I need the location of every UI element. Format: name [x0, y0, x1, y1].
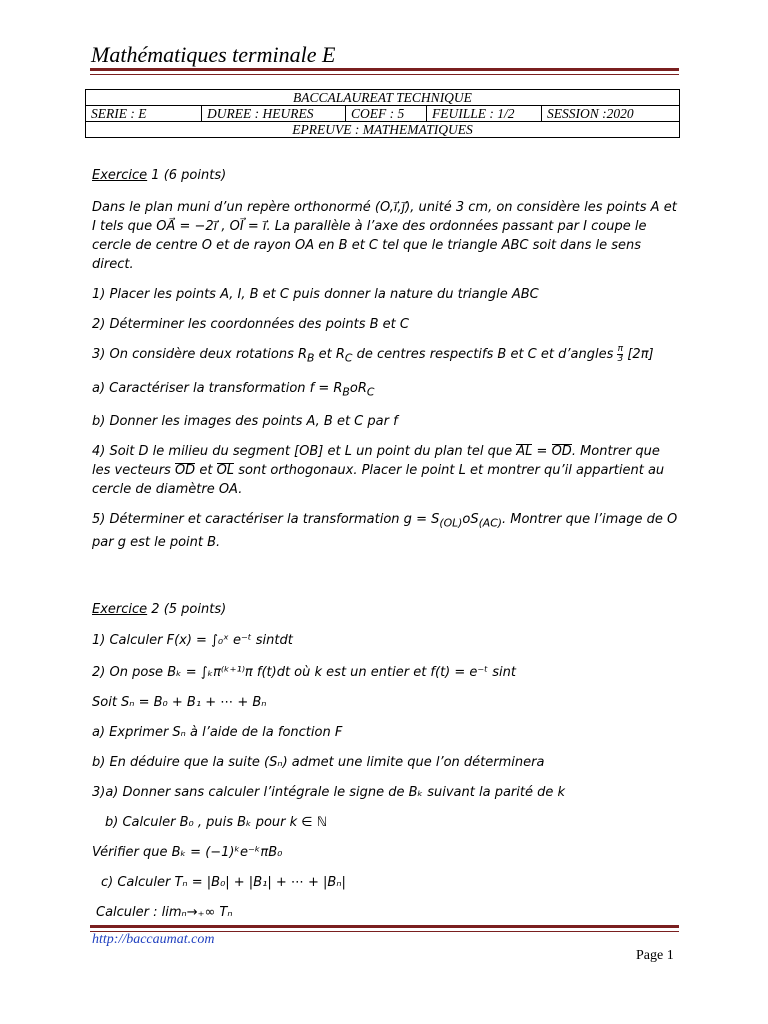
- q3-text-b: et R: [314, 347, 345, 362]
- exercise-2-heading: [92, 600, 680, 619]
- q3-sub-c: C: [344, 351, 353, 365]
- feuille-cell: FEUILLE : 1/2: [427, 106, 542, 122]
- exercise-2-question-3c: c) Calculer Tₙ = |B₀| + |B₁| + ⋯ + |Bₙ|: [101, 874, 346, 890]
- q3a-sub-c: C: [366, 385, 375, 399]
- exercise-1-points: (6 points): [163, 168, 227, 183]
- coef-cell: COEF : 5: [346, 106, 427, 122]
- exercise-1-question-3a: [92, 379, 680, 402]
- q4-vector-od-2: OD: [174, 463, 196, 479]
- q5-text-b: . Montrer que l’image de O par g est le point B.: [92, 512, 678, 550]
- page-number: Page 1: [636, 948, 674, 963]
- q3a-text-b: oR: [349, 380, 367, 396]
- q4-vector-od: OD: [551, 444, 572, 460]
- exercise-2-verifier: Vérifier que Bₖ = (−1)ᵏe⁻ᵏπB₀: [92, 844, 283, 860]
- q4-text-a: 4) Soit D le milieu du segment [OB] et L un point du plan tel que: [92, 444, 517, 460]
- exercise-1-number: 1: [147, 168, 164, 183]
- exercise-1-question-4: [92, 442, 680, 499]
- exam-info-table: [85, 89, 680, 138]
- exam-content: [92, 166, 680, 922]
- exercise-2-question-3a: 3)a) Donner sans calculer l’intégrale le signe de Bₖ suivant la parité de k: [92, 784, 566, 800]
- q5-sub-ol: (OL): [439, 516, 463, 530]
- exercise-1-question-3: [92, 345, 680, 368]
- exercise-2-question-2: 2) On pose Bₖ = ∫ₖπ⁽ᵏ⁺¹⁾π f(t)dt où k est un entier et f(t) = e⁻ᵗ sint: [92, 664, 516, 680]
- exercise-2-question-a: a) Exprimer Sₙ à l’aide de la fonction F: [92, 724, 343, 740]
- serie-cell: SERIE : E: [86, 106, 202, 122]
- q3-sub-b: B: [307, 351, 315, 365]
- exercise-2-number: 2: [147, 601, 164, 617]
- exercise-1-title: Exercice: [92, 168, 148, 183]
- q5-text-a: 5) Déterminer et caractériser la transformation g = S: [92, 512, 440, 528]
- q4-vector-al: AL: [516, 444, 533, 460]
- q3-frac-den: 3: [617, 354, 624, 364]
- footer-rule-thick: [90, 925, 679, 928]
- exercise-1-intro: Dans le plan muni d’un repère orthonormé (O,i⃗,j⃗), unité 3 cm, on considère les points A et I tels que OA⃗ = −2i⃗ , OI⃗ = i⃗. La parallèle à l’axe des ordonnées passant par I coupe le cercle de centre O et de rayon OA en B et C tel que le triangle ABC soit dans le sens direct.: [92, 200, 677, 272]
- exercise-1-question-1: 1) Placer les points A, I, B et C puis donner la nature du triangle ABC: [92, 287, 539, 302]
- q4-vector-ol: OL: [216, 463, 235, 479]
- q4-et: et: [195, 463, 217, 479]
- exercise-1-question-2: 2) Déterminer les coordonnées des points B et C: [92, 317, 409, 332]
- q3a-text: a) Caractériser la transformation f = R: [92, 380, 343, 396]
- exercise-2-title: Exercice: [92, 601, 148, 617]
- q5-o: oS: [462, 512, 479, 528]
- epreuve-label: EPREUVE : MATHEMATIQUES: [86, 122, 680, 138]
- q3-text-d: [2π]: [623, 347, 654, 362]
- exercise-2-soit: Soit Sₙ = B₀ + B₁ + ⋯ + Bₙ: [92, 694, 267, 710]
- exercise-1-heading: [92, 166, 680, 185]
- q3a-sub-b: B: [342, 385, 350, 399]
- exercise-2-calculer-limit: Calculer : limₙ→₊∞ Tₙ: [96, 904, 233, 920]
- exercise-2-points: (5 points): [163, 601, 227, 617]
- exercise-2-question-1: 1) Calculer F(x) = ∫₀ˣ e⁻ᵗ sintdt: [92, 632, 293, 648]
- q4-text-b: . Montrer que les vecteurs: [92, 444, 660, 479]
- header-rule-thick: [90, 68, 679, 71]
- bac-label: BACCALAUREAT TECHNIQUE: [86, 90, 680, 106]
- q4-eq: =: [532, 444, 552, 460]
- q5-sub-ac: (AC): [478, 516, 502, 530]
- q4-text-c: sont orthogonaux. Placer le point L et montrer qu’il appartient au cercle de diamètre OA.: [92, 463, 665, 498]
- q3-text-a: 3) On considère deux rotations R: [92, 347, 308, 362]
- page-header-title: Mathématiques terminale E: [91, 42, 336, 67]
- q3-frac-num: π: [617, 344, 624, 354]
- exercise-1-question-5: [92, 510, 680, 552]
- exercise-1-question-3b: b) Donner les images des points A, B et C par f: [92, 414, 398, 430]
- footer-link[interactable]: http://baccaumat.com: [92, 932, 215, 947]
- exercise-2-question-3b: b) Calculer B₀ , puis Bₖ pour k ∈ ℕ: [105, 814, 328, 830]
- duree-cell: DUREE : HEURES: [202, 106, 346, 122]
- header-rule-thin: [90, 74, 679, 75]
- q3-text-c: de centres respectifs B et C et d’angles: [352, 347, 618, 362]
- exercise-2-question-b: b) En déduire que la suite (Sₙ) admet une limite que l’on déterminera: [92, 754, 545, 770]
- session-cell: SESSION :2020: [542, 106, 680, 122]
